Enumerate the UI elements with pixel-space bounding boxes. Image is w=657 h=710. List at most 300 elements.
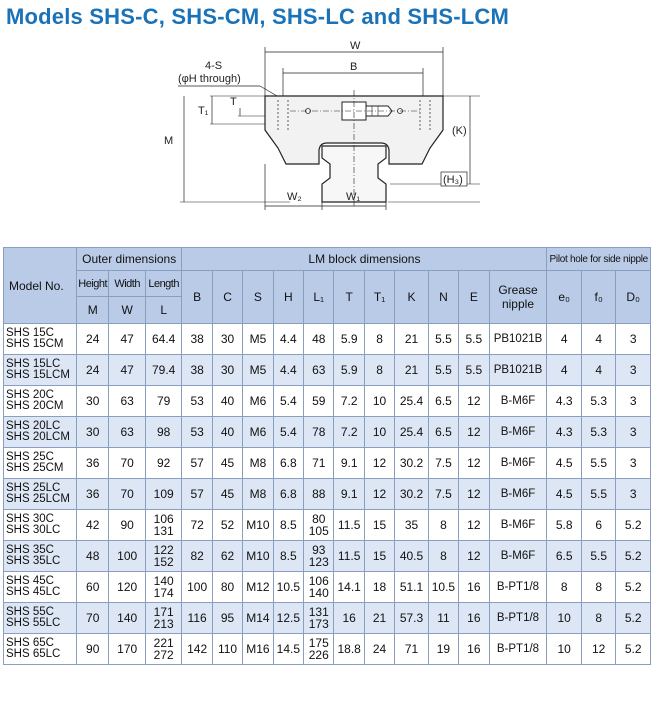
cell-m: 36 (76, 479, 108, 510)
cell-t: 9.1 (334, 479, 364, 510)
cell-t: 7.2 (334, 417, 364, 448)
cell-k: 25.4 (395, 417, 428, 448)
cell-f0: 5.5 (581, 448, 615, 479)
cell-model (4, 510, 77, 541)
cell-value: 63 (312, 363, 326, 377)
model-name: SHS 20LC (6, 420, 61, 432)
cell-d0: 5.2 (616, 541, 651, 572)
cell-e: 12 (459, 541, 489, 572)
cell-e: 12 (459, 510, 489, 541)
cell-f0: 4 (581, 324, 615, 355)
header-col-k: K (395, 271, 428, 324)
cell-b: 38 (182, 355, 212, 386)
cell-l1 (304, 479, 334, 510)
cell-value: 71 (312, 456, 326, 470)
cell-model (4, 355, 77, 386)
cell-d0: 5.2 (616, 603, 651, 634)
header-col-h: H (273, 271, 303, 324)
cell-n: 5.5 (428, 355, 458, 386)
cell-value: 106 (308, 574, 329, 588)
cell-n: 8 (428, 510, 458, 541)
cell-t: 5.9 (334, 324, 364, 355)
cell-b: 57 (182, 448, 212, 479)
cell-d0: 3 (616, 479, 651, 510)
cell-h: 4.4 (273, 355, 303, 386)
cell-t: 18.8 (334, 634, 364, 665)
cell-value: 64.4 (151, 332, 176, 346)
cell-value: 131 (153, 524, 174, 538)
model-name: SHS 35C (6, 544, 54, 556)
cell-l (145, 448, 182, 479)
header-pilot-hole: Pilot hole for side nipple (547, 248, 651, 271)
cell-e0: 6.5 (547, 541, 581, 572)
cell-l (145, 603, 182, 634)
model-name: SHS 25LCM (6, 493, 70, 505)
cell-model (4, 386, 77, 417)
cell-l1 (304, 417, 334, 448)
cell-s: M10 (243, 510, 273, 541)
header-col-m: M (76, 297, 108, 324)
cell-l (145, 634, 182, 665)
model-name: SHS 30LC (6, 524, 61, 536)
cell-e0: 10 (547, 603, 581, 634)
cell-n: 19 (428, 634, 458, 665)
cell-f0: 5.5 (581, 541, 615, 572)
label-w: W (350, 40, 361, 52)
cell-t: 11.5 (334, 541, 364, 572)
cell-value: 93 (312, 543, 326, 557)
cell-m: 90 (76, 634, 108, 665)
cell-n: 6.5 (428, 417, 458, 448)
cell-grease: B-M6F (489, 479, 547, 510)
cell-f0: 5.3 (581, 386, 615, 417)
cell-t1: 10 (364, 417, 394, 448)
cell-model (4, 479, 77, 510)
label-h-through: (φH through) (178, 73, 241, 85)
cell-m: 30 (76, 417, 108, 448)
cell-t1: 8 (364, 355, 394, 386)
cell-grease: B-M6F (489, 541, 547, 572)
model-name: SHS 20LCM (6, 431, 70, 443)
cell-k: 30.2 (395, 479, 428, 510)
cell-b: 142 (182, 634, 212, 665)
cell-l (145, 479, 182, 510)
cell-d0: 3 (616, 324, 651, 355)
header-col-l1: L₁ (304, 271, 334, 324)
cell-f0: 8 (581, 603, 615, 634)
cell-s: M12 (243, 572, 273, 603)
header-grease-nipple: Grease nipple (489, 271, 547, 324)
cell-s: M10 (243, 541, 273, 572)
cell-n: 10.5 (428, 572, 458, 603)
cell-e0: 4.5 (547, 448, 581, 479)
model-name: SHS 65LC (6, 648, 61, 660)
model-name: SHS 45C (6, 575, 54, 587)
cell-h: 12.5 (273, 603, 303, 634)
cell-value: 213 (153, 617, 174, 631)
cell-h: 6.8 (273, 479, 303, 510)
cell-b: 53 (182, 386, 212, 417)
cell-w: 47 (109, 355, 145, 386)
model-name: SHS 65C (6, 637, 54, 649)
table-row (4, 572, 651, 603)
header-model-no: Model No. (4, 248, 77, 324)
label-m: M (164, 135, 174, 147)
cell-value: 106 (153, 512, 174, 526)
cell-h: 14.5 (273, 634, 303, 665)
cell-value: 80 (312, 512, 326, 526)
cell-s: M8 (243, 448, 273, 479)
header-col-e0: e₀ (547, 271, 581, 324)
cell-n: 7.5 (428, 479, 458, 510)
cell-b: 100 (182, 572, 212, 603)
cell-c: 45 (212, 479, 242, 510)
cell-w: 47 (109, 324, 145, 355)
cell-e: 16 (459, 634, 489, 665)
cell-w: 140 (109, 603, 145, 634)
cell-h: 6.8 (273, 448, 303, 479)
cell-k: 57.3 (395, 603, 428, 634)
cell-d0: 3 (616, 417, 651, 448)
cell-m: 36 (76, 448, 108, 479)
table-row (4, 417, 651, 448)
cell-n: 6.5 (428, 386, 458, 417)
cell-c: 40 (212, 417, 242, 448)
cell-grease: B-M6F (489, 386, 547, 417)
cell-value: 226 (308, 648, 329, 662)
cell-s: M5 (243, 324, 273, 355)
model-name: SHS 25LC (6, 482, 61, 494)
cell-e: 12 (459, 417, 489, 448)
cell-l (145, 355, 182, 386)
header-col-e: E (459, 271, 489, 324)
cell-value: 48 (312, 332, 326, 346)
header-col-d0: D₀ (616, 271, 651, 324)
model-name: SHS 15LC (6, 358, 61, 370)
header-col-s: S (243, 271, 273, 324)
cell-l1 (304, 510, 334, 541)
cell-l1 (304, 541, 334, 572)
cell-w: 63 (109, 386, 145, 417)
cell-m: 48 (76, 541, 108, 572)
cell-h: 8.5 (273, 510, 303, 541)
cell-e0: 10 (547, 634, 581, 665)
cell-e0: 4.5 (547, 479, 581, 510)
model-name: SHS 20C (6, 389, 54, 401)
cell-grease: B-M6F (489, 448, 547, 479)
cell-n: 7.5 (428, 448, 458, 479)
cell-m: 70 (76, 603, 108, 634)
cell-d0: 3 (616, 448, 651, 479)
cell-l1 (304, 386, 334, 417)
cell-k: 51.1 (395, 572, 428, 603)
cell-value: 123 (308, 555, 329, 569)
cell-c: 62 (212, 541, 242, 572)
cell-s: M5 (243, 355, 273, 386)
cell-l1 (304, 634, 334, 665)
header-col-t: T (334, 271, 364, 324)
cell-t1: 24 (364, 634, 394, 665)
header-lm-block-dimensions: LM block dimensions (182, 248, 547, 271)
cell-value: 174 (153, 586, 174, 600)
cell-c: 30 (212, 324, 242, 355)
label-b: B (350, 61, 358, 73)
cell-value: 92 (156, 456, 171, 470)
cell-c: 52 (212, 510, 242, 541)
header-width: Width (109, 271, 145, 297)
label-s: 4-S (205, 60, 223, 72)
cell-m: 30 (76, 386, 108, 417)
cell-h: 8.5 (273, 541, 303, 572)
cell-l1 (304, 603, 334, 634)
cell-value: 88 (312, 487, 326, 501)
cell-value: 78 (312, 425, 326, 439)
cell-c: 95 (212, 603, 242, 634)
cell-grease: PB1021B (489, 324, 547, 355)
cell-c: 45 (212, 448, 242, 479)
cell-value: 140 (308, 586, 329, 600)
cell-e: 12 (459, 386, 489, 417)
cell-h: 5.4 (273, 417, 303, 448)
cell-w: 100 (109, 541, 145, 572)
cell-value: 109 (153, 487, 174, 501)
cell-n: 11 (428, 603, 458, 634)
cell-d0: 5.2 (616, 572, 651, 603)
cell-l1 (304, 355, 334, 386)
cell-f0: 8 (581, 572, 615, 603)
cell-e0: 4 (547, 324, 581, 355)
cross-section-diagram (150, 38, 530, 213)
dimension-table (3, 247, 651, 665)
cell-f0: 12 (581, 634, 615, 665)
cell-f0: 5.3 (581, 417, 615, 448)
cell-t: 14.1 (334, 572, 364, 603)
header-col-f0: f₀ (581, 271, 615, 324)
cell-l1 (304, 448, 334, 479)
cell-w: 70 (109, 448, 145, 479)
cell-e0: 5.8 (547, 510, 581, 541)
cell-k: 21 (395, 355, 428, 386)
cell-n: 5.5 (428, 324, 458, 355)
cell-b: 38 (182, 324, 212, 355)
cell-grease: B-PT1/8 (489, 572, 547, 603)
cell-c: 110 (212, 634, 242, 665)
cell-grease: PB1021B (489, 355, 547, 386)
label-w1: W₁ (346, 191, 361, 203)
cell-value: 79.4 (151, 363, 176, 377)
header-outer-dimensions: Outer dimensions (76, 248, 181, 271)
table-row (4, 603, 651, 634)
cell-e: 12 (459, 448, 489, 479)
cell-m: 60 (76, 572, 108, 603)
table-row (4, 386, 651, 417)
cell-d0: 5.2 (616, 634, 651, 665)
cell-w: 63 (109, 417, 145, 448)
cell-h: 4.4 (273, 324, 303, 355)
label-t: T (230, 96, 237, 108)
header-height: Height (76, 271, 108, 297)
cell-k: 35 (395, 510, 428, 541)
cell-f0: 6 (581, 510, 615, 541)
cell-b: 116 (182, 603, 212, 634)
cell-e: 5.5 (459, 355, 489, 386)
cell-l (145, 510, 182, 541)
cell-k: 25.4 (395, 386, 428, 417)
cell-l (145, 572, 182, 603)
cell-d0: 5.2 (616, 510, 651, 541)
cell-value: 140 (153, 574, 174, 588)
cell-t1: 21 (364, 603, 394, 634)
cell-model (4, 572, 77, 603)
cell-value: 131 (308, 605, 329, 619)
table-row (4, 510, 651, 541)
cell-b: 72 (182, 510, 212, 541)
cell-l (145, 541, 182, 572)
model-name: SHS 15C (6, 327, 54, 339)
cell-h: 10.5 (273, 572, 303, 603)
header-length: Length (145, 271, 182, 297)
cell-s: M6 (243, 417, 273, 448)
cell-t: 16 (334, 603, 364, 634)
label-h3: (H₃) (443, 174, 463, 186)
cell-value: 98 (156, 425, 171, 439)
cell-value: 272 (153, 648, 174, 662)
model-name: SHS 30C (6, 513, 54, 525)
cell-b: 53 (182, 417, 212, 448)
cell-e: 16 (459, 603, 489, 634)
model-name: SHS 25CM (6, 462, 64, 474)
cell-t1: 15 (364, 510, 394, 541)
cell-t: 11.5 (334, 510, 364, 541)
cell-model (4, 541, 77, 572)
cell-b: 57 (182, 479, 212, 510)
cell-grease: B-PT1/8 (489, 603, 547, 634)
cell-s: M14 (243, 603, 273, 634)
cell-e: 5.5 (459, 324, 489, 355)
cell-value: 171 (153, 605, 174, 619)
cell-model (4, 417, 77, 448)
cell-l (145, 324, 182, 355)
table-row (4, 324, 651, 355)
header-col-w: W (109, 297, 145, 324)
header-col-n: N (428, 271, 458, 324)
cell-s: M16 (243, 634, 273, 665)
table-row (4, 634, 651, 665)
cell-model (4, 603, 77, 634)
cell-n: 8 (428, 541, 458, 572)
cell-grease: B-M6F (489, 510, 547, 541)
model-name: SHS 25C (6, 451, 54, 463)
cell-t1: 15 (364, 541, 394, 572)
cell-k: 30.2 (395, 448, 428, 479)
cell-t1: 12 (364, 448, 394, 479)
header-col-c: C (212, 271, 242, 324)
cell-k: 40.5 (395, 541, 428, 572)
cell-c: 40 (212, 386, 242, 417)
cell-s: M6 (243, 386, 273, 417)
cell-e: 16 (459, 572, 489, 603)
cell-grease: B-PT1/8 (489, 634, 547, 665)
header-col-t1: T₁ (364, 271, 394, 324)
cell-model (4, 324, 77, 355)
cell-value: 173 (308, 617, 329, 631)
cell-model (4, 634, 77, 665)
model-name: SHS 20CM (6, 400, 64, 412)
cell-e0: 4.3 (547, 386, 581, 417)
header-col-b: B (182, 271, 212, 324)
cell-e0: 4 (547, 355, 581, 386)
cell-w: 170 (109, 634, 145, 665)
model-name: SHS 55LC (6, 617, 61, 629)
cell-value: 175 (308, 636, 329, 650)
cell-t1: 18 (364, 572, 394, 603)
cell-m: 24 (76, 324, 108, 355)
cell-m: 42 (76, 510, 108, 541)
model-name: SHS 15CM (6, 338, 64, 350)
cell-k: 21 (395, 324, 428, 355)
cell-l (145, 386, 182, 417)
cell-s: M8 (243, 479, 273, 510)
cell-d0: 3 (616, 386, 651, 417)
cell-t1: 8 (364, 324, 394, 355)
table-row (4, 541, 651, 572)
cell-w: 90 (109, 510, 145, 541)
cell-f0: 4 (581, 355, 615, 386)
model-name: SHS 45LC (6, 586, 61, 598)
label-w2: W₂ (287, 191, 302, 203)
cell-value: 152 (153, 555, 174, 569)
cell-e: 12 (459, 479, 489, 510)
cell-k: 71 (395, 634, 428, 665)
cell-grease: B-M6F (489, 417, 547, 448)
model-name: SHS 55C (6, 606, 54, 618)
cell-model (4, 448, 77, 479)
table-body (4, 324, 651, 665)
label-t1: T₁ (198, 105, 209, 117)
cell-value: 122 (153, 543, 174, 557)
cell-t1: 12 (364, 479, 394, 510)
cell-h: 5.4 (273, 386, 303, 417)
cell-w: 70 (109, 479, 145, 510)
cell-c: 30 (212, 355, 242, 386)
cell-l1 (304, 572, 334, 603)
label-k: (K) (452, 125, 467, 137)
cell-value: 79 (156, 394, 171, 408)
model-name: SHS 35LC (6, 555, 61, 567)
cell-value: 59 (312, 394, 326, 408)
cell-l (145, 417, 182, 448)
cell-t: 9.1 (334, 448, 364, 479)
table-row (4, 355, 651, 386)
cell-b: 82 (182, 541, 212, 572)
cell-d0: 3 (616, 355, 651, 386)
cell-f0: 5.5 (581, 479, 615, 510)
cell-m: 24 (76, 355, 108, 386)
cell-value: 105 (308, 524, 329, 538)
cell-c: 80 (212, 572, 242, 603)
cell-value: 221 (153, 636, 174, 650)
table-row (4, 479, 651, 510)
cell-w: 120 (109, 572, 145, 603)
cell-e0: 8 (547, 572, 581, 603)
cell-t1: 10 (364, 386, 394, 417)
cell-l1 (304, 324, 334, 355)
model-name: SHS 15LCM (6, 369, 70, 381)
cell-t: 5.9 (334, 355, 364, 386)
table-row (4, 448, 651, 479)
cell-t: 7.2 (334, 386, 364, 417)
header-col-l: L (145, 297, 182, 324)
